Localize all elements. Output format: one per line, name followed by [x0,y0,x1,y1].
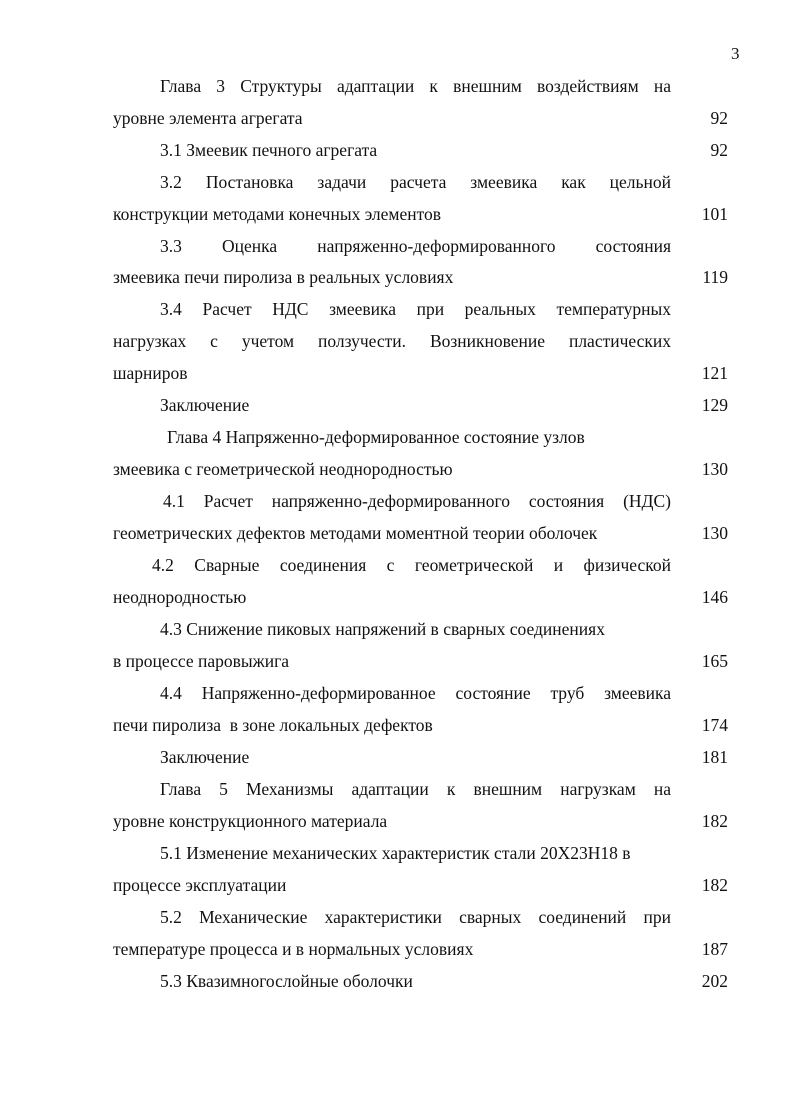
toc-section-4-1-page: 130 [701,523,728,543]
toc-section-5-3-line-1: 5.3 Квазимногослойные оболочки [160,971,413,991]
toc-section-4-1-line-2: геометрических дефектов методами моментной теории оболочек [113,523,598,543]
toc-chapter-5-line-2: уровне конструкционного материала [113,811,388,831]
toc-chapter-3-page: 92 [710,108,728,128]
toc-conclusion-4-line-1: Заключение [160,747,250,767]
toc-section-3-4-line-1: 3.4 Расчет НДС змеевика при реальных температурных [160,299,671,319]
toc-section-4-3-line-2: в процессе паровыжига [113,651,290,671]
toc-section-4-3-page: 165 [701,651,728,671]
toc-chapter-5-line-1: Глава 5 Механизмы адаптации к внешним нагрузкам на [160,779,671,799]
toc-section-3-2-page: 101 [701,204,728,224]
toc-section-4-4-line-2: печи пиролиза в зоне локальных дефектов [113,715,433,735]
toc-section-3-3-page: 119 [702,267,728,287]
toc-section-4-2-page: 146 [701,587,728,607]
toc-section-3-1-page: 92 [710,140,728,160]
toc-chapter-4-page: 130 [701,459,728,479]
toc-section-3-2-line-2: конструкции методами конечных элементов [113,204,442,224]
toc-conclusion-4-page: 181 [701,747,728,767]
toc-section-4-2-line-2: неоднородностью [113,587,247,607]
toc-section-3-4-line-3: шарниров [113,363,188,383]
toc-section-3-4-line-2: нагрузках с учетом ползучести. Возникновение пластических [113,331,671,351]
toc-section-5-1-line-1: 5.1 Изменение механических характеристик стали 20Х23Н18 в [160,843,631,863]
toc-section-5-2-line-2: температуре процесса и в нормальных условиях [113,939,474,959]
toc-conclusion-3-line-1: Заключение [160,395,250,415]
toc-section-4-1-line-1: 4.1 Расчет напряженно-деформированного состояния (НДС) [163,491,671,511]
toc-section-5-3-page: 202 [701,971,728,991]
toc-section-3-1-line-1: 3.1 Змеевик печного агрегата [160,140,378,160]
toc-section-4-3-line-1: 4.3 Снижение пиковых напряжений в сварных соединениях [160,619,605,639]
toc-section-5-2-page: 187 [701,939,728,959]
toc-section-3-3-line-1: 3.3 Оценка напряженно-деформированного состояния [160,236,671,256]
toc-section-3-3-line-2: змеевика печи пиролиза в реальных условиях [113,267,454,287]
toc-chapter-3-line-2: уровне элемента агрегата [113,108,303,128]
toc-section-4-4-page: 174 [701,715,728,735]
toc-section-4-2-line-1: 4.2 Сварные соединения с геометрической и физической [152,555,671,575]
toc-conclusion-3-page: 129 [701,395,728,415]
toc-chapter-4-line-2: змеевика с геометрической неоднородностью [113,459,453,479]
toc-section-3-2-line-1: 3.2 Постановка задачи расчета змеевика как цельной [160,172,671,192]
toc-section-5-1-page: 182 [701,875,728,895]
toc-section-5-1-line-2: процессе эксплуатации [113,875,287,895]
toc-chapter-5-page: 182 [701,811,728,831]
toc-chapter-4-line-1: Глава 4 Напряженно-деформированное состояние узлов [167,427,585,447]
toc-section-5-2-line-1: 5.2 Механические характеристики сварных соединений при [160,907,671,927]
toc-chapter-3-line-1: Глава 3 Структуры адаптации к внешним воздействиям на [160,76,671,96]
page-number: 3 [731,44,740,63]
toc-section-3-4-page: 121 [701,363,728,383]
toc-section-4-4-line-1: 4.4 Напряженно-деформированное состояние труб змеевика [160,683,671,703]
